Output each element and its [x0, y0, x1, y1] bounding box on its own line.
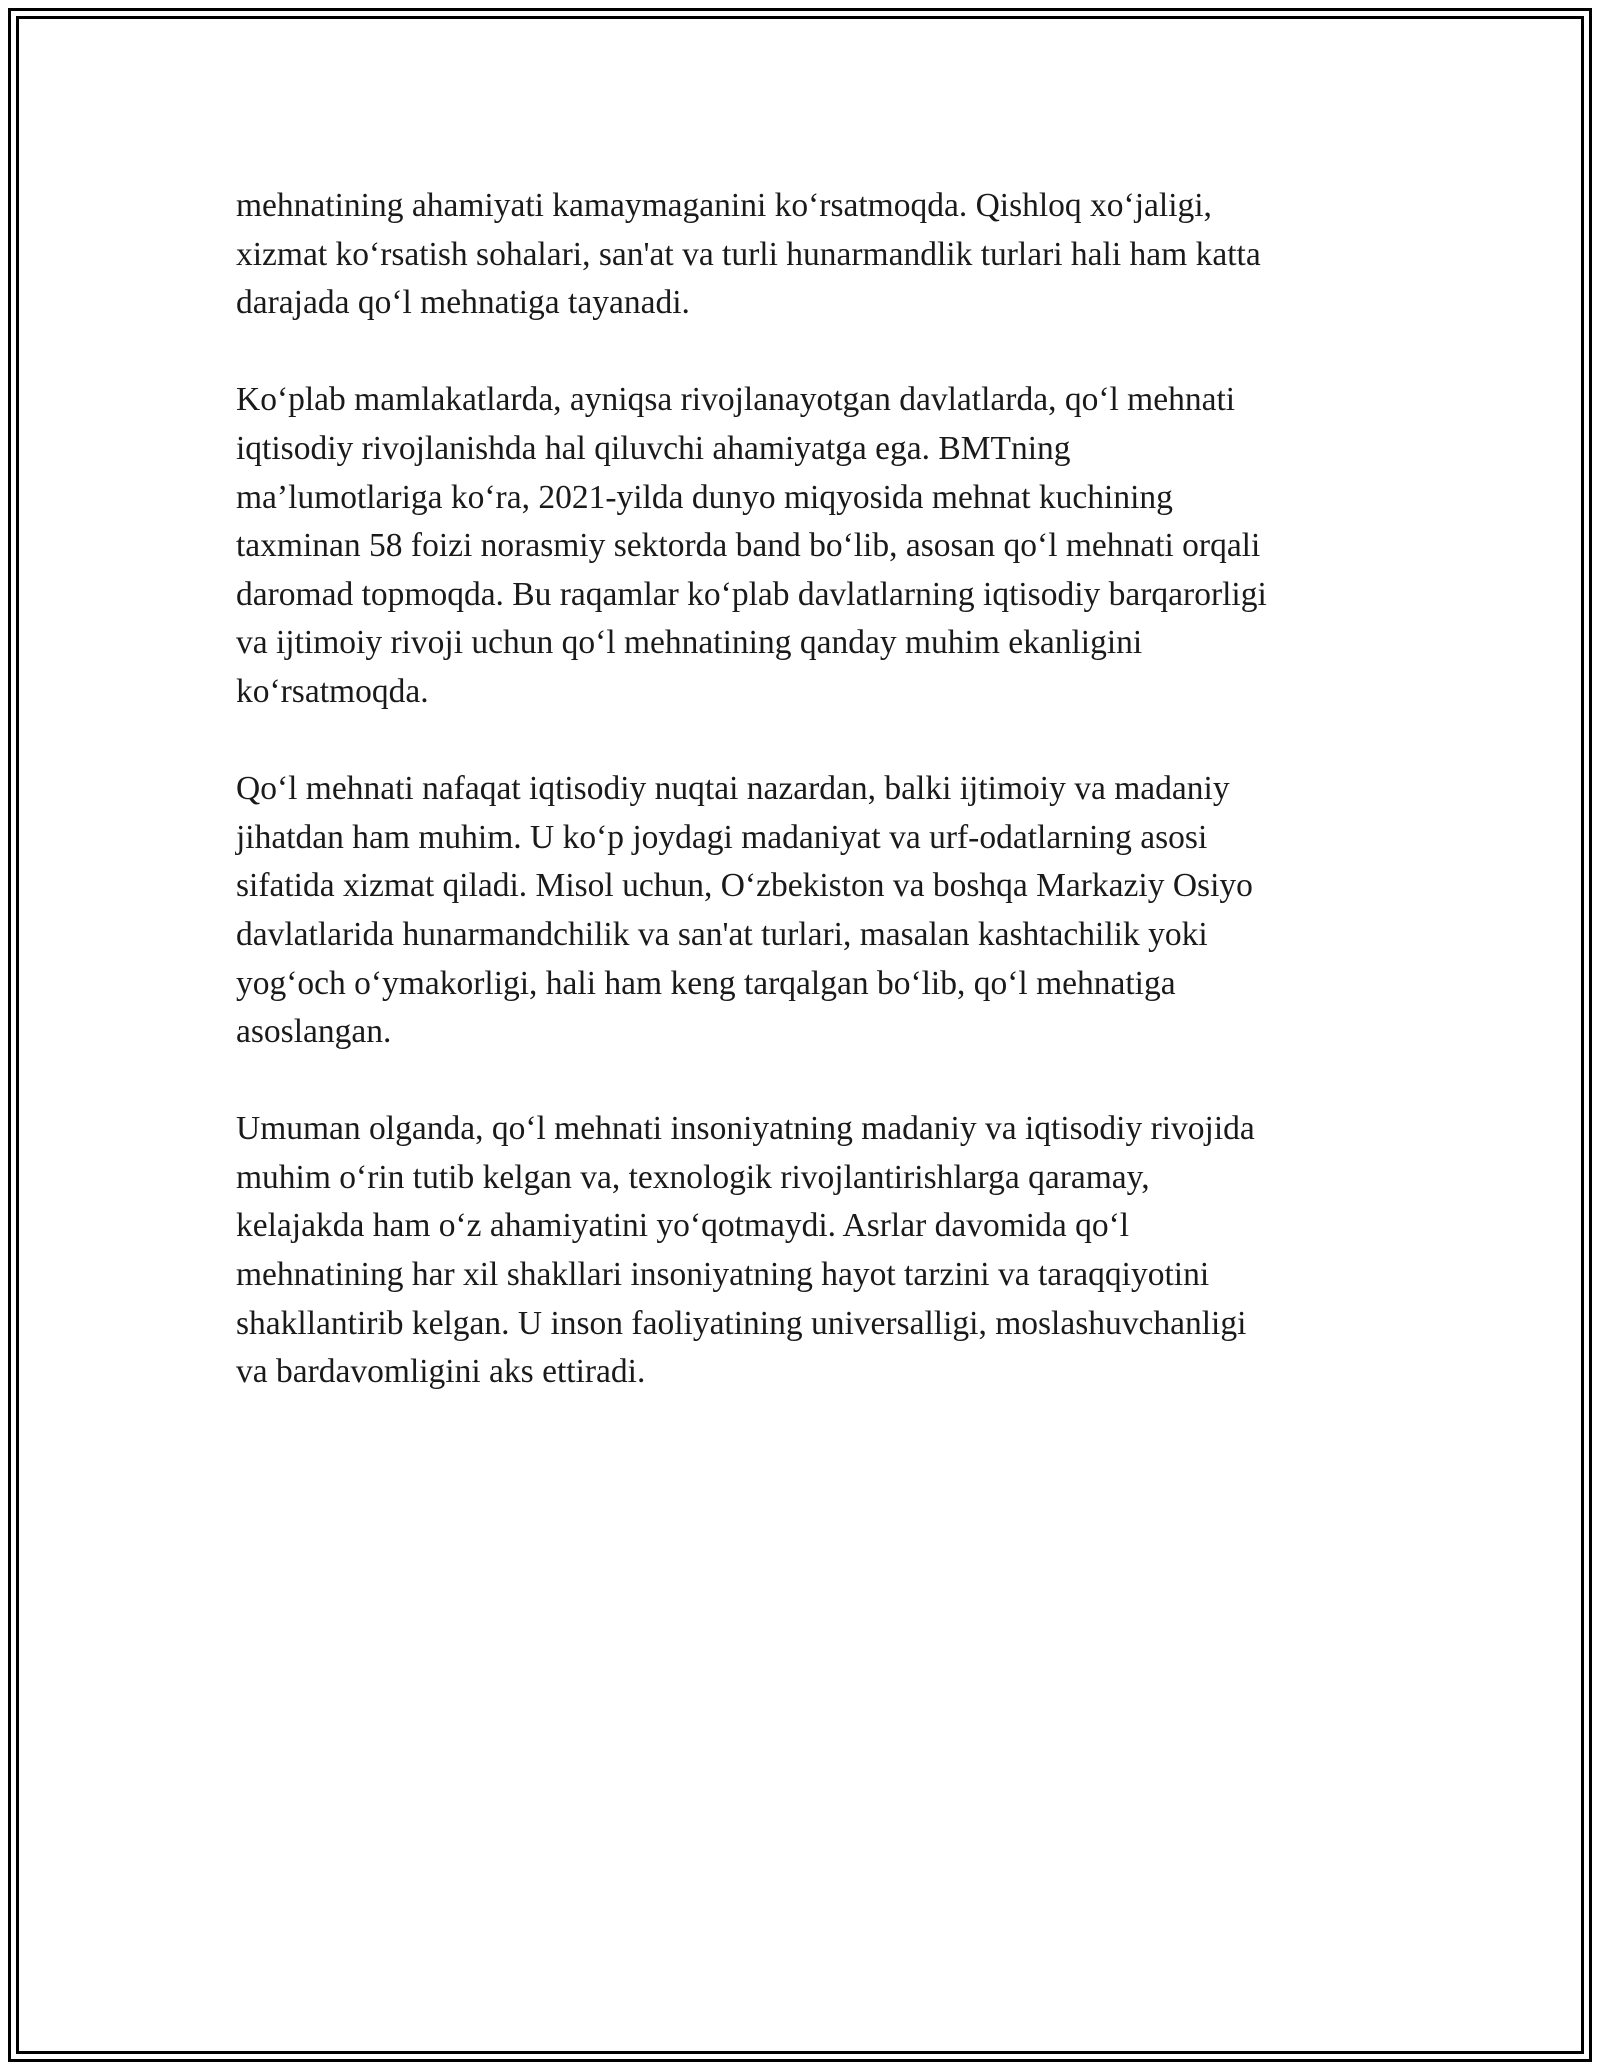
text-line: yog‘och o‘ymakorligi, hali ham keng tarqalgan bo‘lib, qo‘l mehnatiga: [236, 964, 1176, 1002]
text-line: ko‘rsatmoqda.: [236, 672, 429, 710]
text-line: iqtisodiy rivojlanishda hal qiluvchi ahamiyatga ega. BMTning: [236, 429, 1071, 467]
text-line: va bardavomligini aks ettiradi.: [236, 1353, 646, 1391]
text-line: davlatlarida hunarmandchilik va san'at turlari, masalan kashtachilik yoki: [236, 915, 1208, 953]
paragraph-1: [236, 182, 1376, 328]
text-line: ma’lumotlariga ko‘ra, 2021-yilda dunyo miqyosida mehnat kuchining: [236, 478, 1173, 516]
text-line: taxminan 58 foizi norasmiy sektorda band bo‘lib, asosan qo‘l mehnati orqali: [236, 527, 1261, 565]
text-line: Umuman olganda, qo‘l mehnati insoniyatning madaniy va iqtisodiy rivojida: [236, 1110, 1255, 1148]
text-line: asoslangan.: [236, 1013, 392, 1051]
text-line: Ko‘plab mamlakatlarda, ayniqsa rivojlanayotgan davlatlarda, qo‘l mehnati: [236, 381, 1236, 419]
text-line: muhim o‘rin tutib kelgan va, texnologik rivojlantirishlarga qaramay,: [236, 1158, 1150, 1196]
text-line: jihatdan ham muhim. U ko‘p joydagi madaniyat va urf-odatlarning asosi: [236, 818, 1208, 856]
text-line: kelajakda ham o‘z ahamiyatini yo‘qotmaydi. Asrlar davomida qo‘l: [236, 1207, 1130, 1245]
text-line: xizmat ko‘rsatish sohalari, san'at va turli hunarmandlik turlari hali ham katta: [236, 235, 1261, 273]
text-line: daromad topmoqda. Bu raqamlar ko‘plab davlatlarning iqtisodiy barqarorligi: [236, 575, 1267, 613]
document-body: [236, 182, 1376, 1445]
text-line: va ijtimoiy rivoji uchun qo‘l mehnatining qanday muhim ekanligini: [236, 624, 1143, 662]
paragraph-2: [236, 376, 1376, 716]
paragraph-4: [236, 1105, 1376, 1397]
text-line: darajada qo‘l mehnatiga tayanadi.: [236, 284, 690, 322]
text-line: shakllantirib kelgan. U inson faoliyatining universalligi, moslashuvchanligi: [236, 1304, 1247, 1342]
text-line: mehnatining har xil shakllari insoniyatning hayot tarzini va taraqqiyotini: [236, 1256, 1210, 1294]
text-line: mehnatining ahamiyati kamaymaganini ko‘rsatmoqda. Qishloq xo‘jaligi,: [236, 187, 1212, 224]
text-line: sifatida xizmat qiladi. Misol uchun, O‘zbekiston va boshqa Markaziy Osiyo: [236, 867, 1253, 905]
paragraph-3: [236, 765, 1376, 1057]
text-line: Qo‘l mehnati nafaqat iqtisodiy nuqtai nazardan, balki ijtimoiy va madaniy: [236, 770, 1230, 808]
